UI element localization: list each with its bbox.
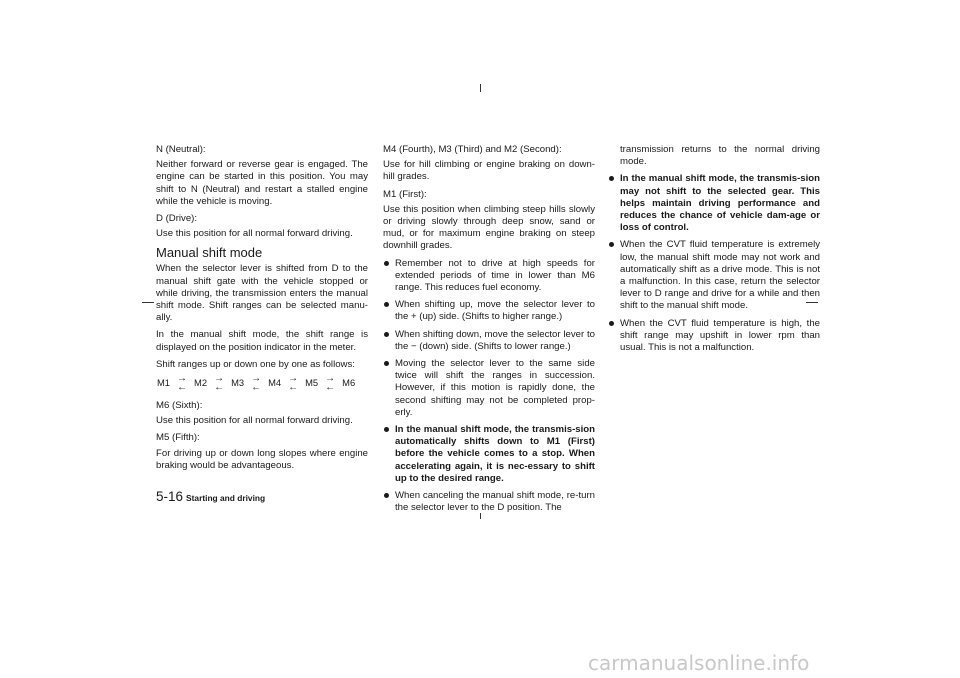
list-item — [383, 329, 595, 353]
bullet-icon — [384, 427, 389, 432]
manual-paragraph-2: In the manual shift mode, the shift range is displayed on the position indicator in the meter. — [156, 329, 368, 353]
shift-arrows — [245, 374, 267, 392]
bullet-icon — [609, 176, 614, 181]
gear-label: M3 — [231, 376, 245, 388]
neutral-heading: N (Neutral): — [156, 144, 206, 155]
m1-paragraph: Use this position when climbing steep hills slowly or driving slowly through deep snow, sand or mud, or for maximum engine braking on steep downhill grades. — [383, 203, 595, 252]
column-3 — [608, 144, 820, 359]
list-item-text: When shifting up, move the selector lever to the + (up) side. (Shifts to higher range.) — [395, 299, 595, 323]
list-item-warning — [608, 173, 820, 234]
list-item-text: In the manual shift mode, the transmis-sion automatically shifts down to M1 (First) before the vehicle comes to a stop. When accelerating again, it is nec-essary to shift up to the desired range. — [395, 424, 595, 484]
drive-heading: D (Drive): — [156, 213, 198, 225]
arrow-left-icon: ← — [251, 382, 262, 394]
m1-heading: M1 (First): — [383, 188, 427, 200]
list-item — [383, 358, 595, 419]
arrow-right-icon: → — [214, 373, 225, 385]
bullet-icon — [384, 302, 389, 307]
shift-arrows — [171, 374, 193, 392]
gear-label: M4 — [268, 376, 282, 388]
continued-paragraph: transmission returns to the normal driving mode. — [620, 144, 820, 168]
bullet-icon — [384, 361, 389, 366]
gear-label: M6 — [342, 376, 356, 388]
arrow-left-icon: ← — [288, 382, 299, 394]
list-item-text: When the CVT fluid temperature is high, the shift range may upshift in lower rpm than usual. This is not a malfunction. — [620, 317, 820, 354]
list-item — [383, 490, 595, 514]
crop-mark-top — [480, 84, 481, 92]
arrow-left-icon: ← — [325, 382, 336, 394]
shift-arrows — [282, 374, 304, 392]
neutral-paragraph: Neither forward or reverse gear is engaged. The engine can be started in this position. You may shift to N (Neutral) and restart a stalled engine while the vehicle is moving. — [156, 159, 368, 207]
m4-heading: M4 (Fourth), M3 (Third) and M2 (Second): — [383, 144, 562, 155]
column-1 — [156, 144, 368, 477]
m6-paragraph: Use this position for all normal forward driving. — [156, 415, 353, 427]
bullet-icon — [609, 242, 614, 247]
gear-label: M2 — [194, 376, 208, 388]
crop-mark-left — [142, 302, 154, 303]
manual-paragraph-1: When the selector lever is shifted from D to the manual shift gate with the vehicle stopped or while driving, the transmission enters the manual shift mode. Shift ranges can be selected manu-ally. — [156, 263, 368, 324]
shift-sequence — [156, 372, 368, 394]
list-item-text: In the manual shift mode, the transmis-sion may not shift to the selected gear. This helps maintain driving performance and reduces the chance of vehicle dam-age or loss of control. — [620, 173, 820, 234]
manual-paragraph-3: Shift ranges up or down one by one as follows: — [156, 358, 355, 370]
list-item-text: Moving the selector lever to the same side twice will shift the ranges in succession. However, if this motion is rapidly done, the second shifting may not be completed prop-erly. — [395, 358, 595, 418]
arrow-left-icon: ← — [177, 382, 188, 394]
section-name: Starting and driving — [186, 493, 266, 503]
shift-arrows — [208, 374, 230, 392]
arrow-right-icon: → — [325, 373, 336, 385]
list-item — [608, 239, 820, 312]
bullet-icon — [609, 321, 614, 326]
page-footer — [156, 488, 265, 506]
list-item-warning — [383, 424, 595, 485]
bullet-icon — [384, 261, 389, 266]
m4-paragraph: Use for hill climbing or engine braking on down-hill grades. — [383, 159, 595, 183]
gear-label: M1 — [157, 376, 171, 388]
arrow-right-icon: → — [177, 373, 188, 385]
section-title: Manual shift mode — [156, 245, 263, 261]
arrow-left-icon: ← — [214, 382, 225, 394]
bullet-icon — [384, 493, 389, 498]
m5-heading: M5 (Fifth): — [156, 432, 200, 444]
m5-paragraph: For driving up or down long slopes where engine braking would be advantageous. — [156, 447, 368, 471]
gear-label: M5 — [305, 376, 319, 388]
list-item-text: Remember not to drive at high speeds for extended periods of time in lower than M6 range. This reduces fuel economy. — [395, 257, 595, 294]
m6-heading: M6 (Sixth): — [156, 400, 203, 412]
list-item-text: When canceling the manual shift mode, re-turn the selector lever to the D position. The — [395, 490, 595, 514]
arrow-right-icon: → — [288, 373, 299, 385]
page-number: 5-16 — [156, 489, 184, 504]
list-item-text: When the CVT fluid temperature is extremely low, the manual shift mode may not work and automatically shift as a drive mode. This is not a malfunction. In this case, return the selector lever to D range and drive for a while and then shift to the manual shift mode. — [620, 239, 820, 312]
list-item — [383, 258, 595, 295]
bullet-icon — [384, 332, 389, 337]
shift-arrows — [319, 374, 341, 392]
arrow-right-icon: → — [251, 373, 262, 385]
watermark-text: carmanualsonline.info — [588, 651, 810, 675]
list-item — [608, 318, 820, 355]
list-item — [383, 299, 595, 323]
list-item-text: When shifting down, move the selector lever to the − (down) side. (Shifts to lower range.) — [395, 328, 595, 352]
drive-paragraph: Use this position for all normal forward driving. — [156, 228, 353, 240]
column-2 — [383, 144, 595, 519]
